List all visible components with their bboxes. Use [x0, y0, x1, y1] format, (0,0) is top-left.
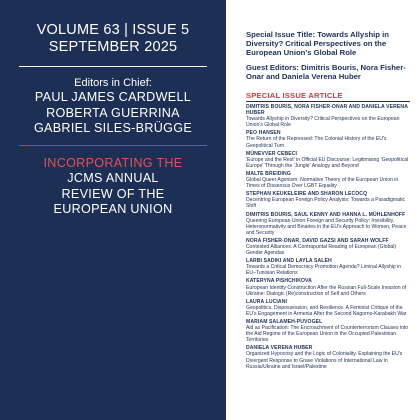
article-title: Organized Hypocrisy and the Logic of Coloniality. Explaining the EU's Divergent Response to Grave Violations of International Law in Russia/Ukraine and Israel/Palestine [246, 351, 403, 370]
volume-issue: VOLUME 63 | ISSUE 5 [36, 22, 190, 38]
article-title: Queering European Union Foreign and Security Policy: Invisibility, Heteronormativity and Binaries in the EU's Approach to Women, Peace and Security [246, 217, 407, 236]
article-title: The Return of the Repressed: The Colonial History of the EU's Geopolitical Turn [246, 136, 387, 149]
article-authors: STEPHAN KEUKELEIRE AND SHARON LECOCQ [246, 191, 368, 198]
divider [19, 145, 207, 146]
toc-heading: SPECIAL ISSUE ARTICLE [246, 91, 343, 101]
issue-date: SEPTEMBER 2025 [48, 39, 178, 55]
guest-editors: Guest Editors: Dimitris Bouris, Nora Fisher-Onar and Daniela Verena Huber [246, 62, 406, 81]
article-title: Decentring European Foreign Policy Analysis: Towards a Paradigmatic Shift [246, 197, 406, 210]
editor-name: PAUL JAMES CARDWELL [34, 90, 192, 104]
article-authors: MARIAM SALAMEH-PUVOGEL [246, 319, 323, 326]
toc-article[interactable] [246, 171, 412, 189]
editor-name: GABRIEL SILES-BRÜGGE [33, 121, 193, 135]
special-issue-title: Special Issue Title: Towards Allyship in Diversity? Critical Perspectives on the European Union's Global Role [246, 30, 389, 58]
article-authors: NORA FISHER-ONAR, DAVID GAZSI AND SARAH WOLFF [246, 237, 389, 244]
toc-article[interactable] [246, 278, 412, 296]
divider [19, 66, 207, 67]
article-title: Contested Alliances: A Contrapuntal Reading of European (Global) Gender Agendas [246, 243, 397, 257]
toc-article[interactable] [246, 238, 412, 256]
article-title: Towards a Critical Democracy Promotion Agenda? Liminal Allyship in EU–Tunisian Relations [246, 264, 402, 277]
article-title: Aid as Pacification: The Encroachment of Counterterrorism Clauses into the Aid Regime of the European Union in the Occupied Palestinian Territories [246, 325, 409, 344]
table-of-contents [226, 91, 420, 370]
article-authors: DANIELA VERENA HUBER [246, 345, 313, 352]
article-authors: PEO HANSEN [246, 130, 281, 137]
article-authors: LARBI SADIKI AND LAYLA SALEH [246, 258, 332, 265]
annual-review-line: JCMS ANNUAL [67, 171, 159, 185]
toc-article[interactable] [246, 299, 412, 317]
contents-panel [226, 0, 420, 420]
toc-article[interactable] [246, 104, 412, 128]
toc-article[interactable] [246, 151, 412, 169]
editors-label: Editors in Chief: [74, 77, 152, 89]
annual-review-line: EUROPEAN UNION [53, 202, 173, 216]
article-authors: LAURA LUCIANI [246, 298, 288, 305]
toc-article[interactable] [246, 191, 412, 209]
toc-divider [246, 101, 410, 102]
article-title: 'Europe and the Rest' in Official EU Discourse: Legitimising 'Geopolitical Europe' Through the 'Jungle' Analogy and Beyond [246, 156, 409, 169]
editor-name: ROBERTA GUERRINA [46, 105, 180, 120]
toc-article[interactable] [246, 258, 412, 276]
toc-article[interactable] [246, 319, 412, 343]
article-title: Geopolitics, Dispossession, and Resilience. A Feminist Critique of the EU's Engagement in Armenia After the Second Nagorno-Karabakh War [246, 304, 407, 317]
toc-article[interactable] [246, 212, 412, 236]
toc-article[interactable] [246, 345, 412, 369]
article-authors: DIMITRIS BOURIS, NORA FISHER-ONAR AND DANIELA VERENA HUBER [246, 104, 408, 117]
annual-review-line: REVIEW OF THE [61, 186, 165, 201]
article-authors: MALTE BREIDING [246, 170, 291, 177]
incorporating-label: INCORPORATING THE [43, 155, 183, 170]
article-authors: DIMITRIS BOURIS, SAUL KENNY AND HANNA L. MÜHLENHOFF [246, 211, 406, 218]
article-authors: MÜNEVVER CEBECI [246, 150, 298, 157]
article-title: Towards Allyship in Diversity? Critical Perspectives on the European Union's Global Role [246, 116, 400, 129]
article-title: European Identity Construction After the Russian Full-Scale Invasion of Ukraine: Dialogic (Re)construction of Self and Others [246, 284, 407, 297]
article-title: Global Queer Agonism: Normative Theory of the European Union in Times of Dissensus Over LGBT Equality [246, 177, 399, 190]
toc-list [246, 104, 420, 370]
toc-article[interactable] [246, 130, 412, 148]
article-authors: KATERYNA PISHCHIKOVA [246, 278, 312, 285]
